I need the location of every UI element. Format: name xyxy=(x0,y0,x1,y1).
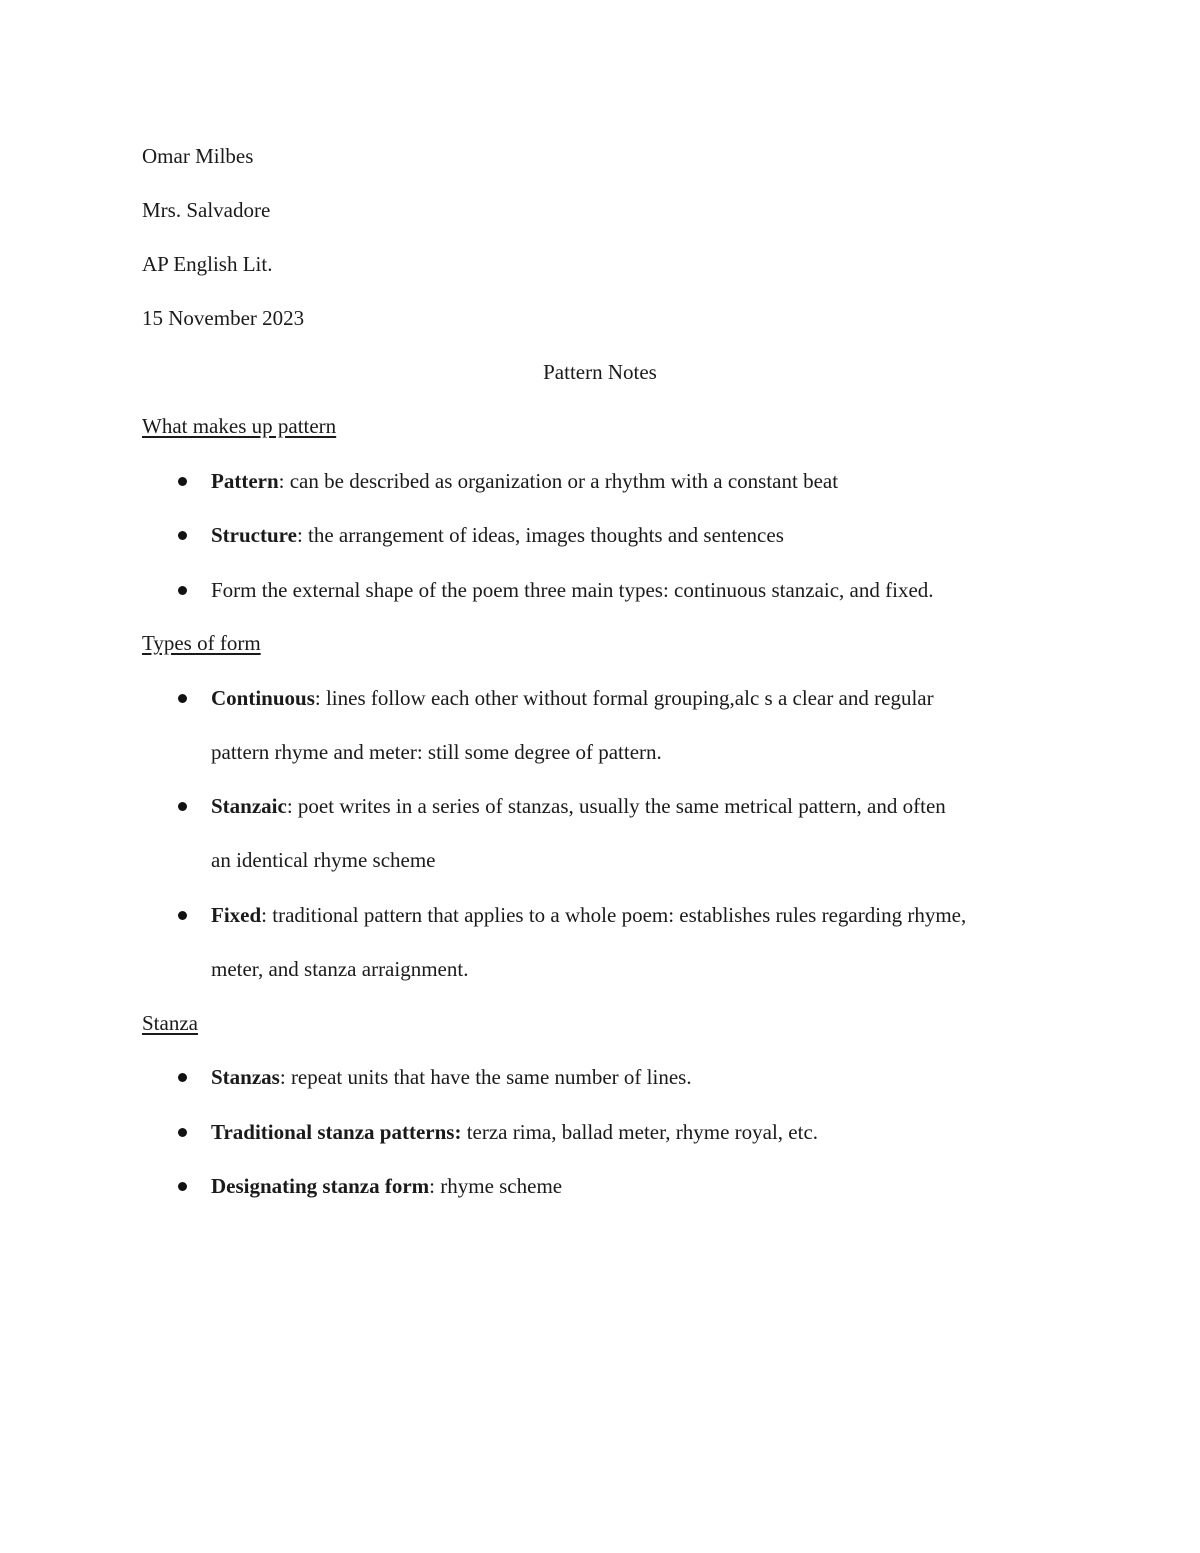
list-item-continuation: meter, and stanza arraignment. xyxy=(211,957,469,981)
list-item-text: : repeat units that have the same number of lines. xyxy=(279,1065,692,1089)
list-item-continuation: an identical rhyme scheme xyxy=(211,848,436,872)
section-heading: Stanza xyxy=(142,1011,198,1035)
document-date: 15 November 2023 xyxy=(142,306,305,330)
list-item-text: : traditional pattern that applies to a whole poem: establishes rules regarding rhyme, xyxy=(261,903,967,927)
bullet-icon xyxy=(178,1182,187,1191)
page-title: Pattern Notes xyxy=(543,360,657,384)
teacher-name: Mrs. Salvadore xyxy=(142,198,271,222)
list-item-term: Stanzaic xyxy=(211,794,287,818)
list-item-text: : the arrangement of ideas, images thoughts and sentences xyxy=(296,523,784,547)
list-item xyxy=(211,902,966,928)
list-item xyxy=(211,468,838,494)
list-item-term: Structure xyxy=(211,523,297,547)
section-heading: Types of form xyxy=(142,631,261,655)
bullet-icon xyxy=(178,802,187,811)
course-name: AP English Lit. xyxy=(142,252,273,276)
list-item xyxy=(211,577,934,603)
list-item-term: Traditional stanza patterns: xyxy=(211,1120,462,1144)
list-item-term: Continuous xyxy=(211,686,315,710)
section-heading: What makes up pattern xyxy=(142,414,337,438)
list-item-text: : poet writes in a series of stanzas, usually the same metrical pattern, and often xyxy=(286,794,946,818)
bullet-icon xyxy=(178,586,187,595)
bullet-icon xyxy=(178,1073,187,1082)
list-item-term: Fixed xyxy=(211,903,262,927)
list-item-term: Stanzas xyxy=(211,1065,280,1089)
bullet-icon xyxy=(178,1128,187,1137)
student-name: Omar Milbes xyxy=(142,144,254,168)
bullet-icon xyxy=(178,531,187,540)
list-item xyxy=(211,685,934,711)
list-item-continuation: pattern rhyme and meter: still some degree of pattern. xyxy=(211,740,662,764)
list-item xyxy=(211,1173,562,1199)
bullet-icon xyxy=(178,694,187,703)
list-item xyxy=(211,522,784,548)
list-item xyxy=(211,1064,692,1090)
list-item-term: Pattern xyxy=(211,469,279,493)
list-item xyxy=(211,793,946,819)
list-item-text: Form the external shape of the poem three main types: continuous stanzaic, and fixed. xyxy=(211,578,934,602)
bullet-icon xyxy=(178,477,187,486)
list-item-text: : can be described as organization or a rhythm with a constant beat xyxy=(278,469,839,493)
list-item-text: : lines follow each other without formal grouping,alc s a clear and regular xyxy=(314,686,934,710)
list-item-text: terza rima, ballad meter, rhyme royal, etc. xyxy=(461,1120,819,1144)
list-item-term: Designating stanza form xyxy=(211,1174,430,1198)
list-item-text: : rhyme scheme xyxy=(429,1174,563,1198)
list-item xyxy=(211,1119,818,1145)
bullet-icon xyxy=(178,911,187,920)
